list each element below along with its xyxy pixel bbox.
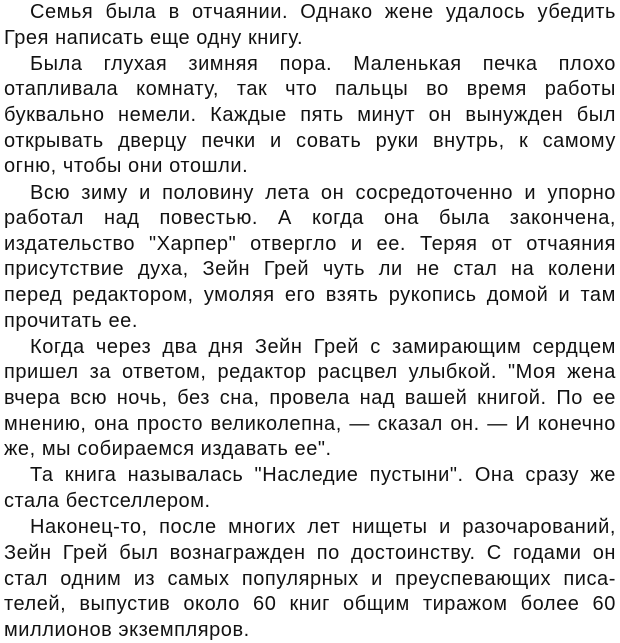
text-line: Та книга называлась "Наследие пустыни". Она сразу же bbox=[30, 464, 616, 487]
document-page bbox=[4, 0, 616, 641]
text-line: же, мы собираемся издавать ее". bbox=[4, 438, 332, 461]
text-line: издательство "Харпер" отвергло и ее. Теряя от отчаяния bbox=[4, 232, 616, 255]
paragraph bbox=[4, 463, 616, 514]
text-line: перед редактором, умоляя его взять рукопись домой и там bbox=[4, 283, 616, 306]
text-line: Зейн Грей был вознагражден по достоинству. С годами он bbox=[4, 541, 616, 564]
text-line: Семья была в отчаянии. Однако жене удалось убедить bbox=[30, 1, 616, 23]
text-line: Грея написать еще одну книгу. bbox=[4, 26, 304, 49]
text-line: стал одним из самых популярных и преуспевающих писа- bbox=[4, 567, 616, 590]
text-line: отапливала комнату, так что пальцы во время работы bbox=[4, 78, 616, 101]
paragraph bbox=[4, 0, 616, 51]
paragraph bbox=[4, 181, 616, 335]
text-line: телей, выпустив около 60 книг общим тиражом более 60 bbox=[4, 593, 616, 616]
text-line: Когда через два дня Зейн Грей с замирающим сердцем bbox=[30, 335, 616, 358]
text-line: вчера всю ночь, без сна, провела над вашей книгой. По ее bbox=[4, 386, 616, 409]
text-line: буквально немели. Каждые пять минут он вынужден был bbox=[4, 104, 616, 127]
text-line: прочитать ее. bbox=[4, 309, 138, 332]
text-line: стала бестселлером. bbox=[4, 490, 211, 513]
text-line: Всю зиму и половину лета он сосредоточенно и упорно bbox=[30, 181, 616, 204]
text-line: работал над повестью. А когда она была закончена, bbox=[4, 207, 616, 230]
paragraph bbox=[4, 52, 616, 180]
paragraph bbox=[4, 515, 616, 643]
text-line: Была глухая зимняя пора. Маленькая печка плохо bbox=[30, 52, 616, 75]
text-line: огню, чтобы они отошли. bbox=[4, 155, 249, 178]
text-line: миллионов экземпляров. bbox=[4, 618, 250, 641]
text-line: открывать дверцу печки и совать руки внутрь, к самому bbox=[4, 129, 616, 152]
text-line: присутствие духа, Зейн Грей чуть ли не стал на колени bbox=[4, 258, 616, 281]
text-line: пришел за ответом, редактор расцвел улыбкой. "Моя жена bbox=[4, 361, 616, 384]
text-line: мнению, она просто великолепна, — сказал он. — И конечно bbox=[4, 412, 616, 435]
paragraph bbox=[4, 335, 616, 463]
text-line: Наконец-то, после многих лет нищеты и разочарований, bbox=[30, 516, 616, 539]
